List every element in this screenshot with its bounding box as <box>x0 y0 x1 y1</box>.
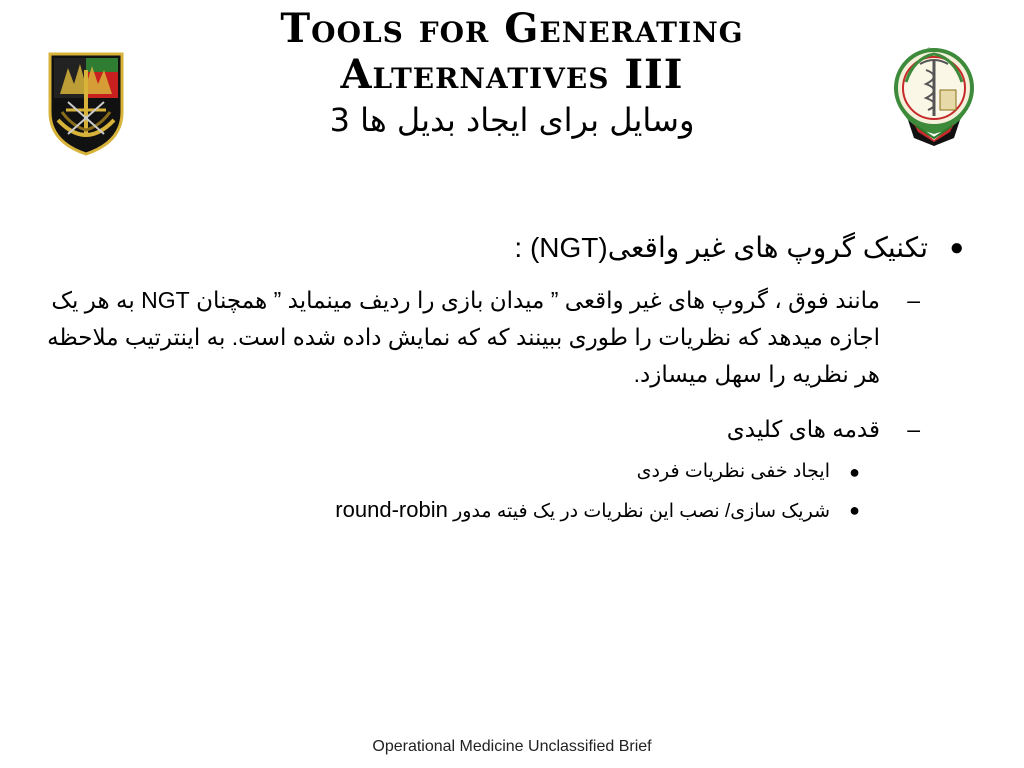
army-shield-icon <box>46 50 126 156</box>
slide-subtitle: وسایل برای ایجاد بدیل ها 3 <box>329 101 695 139</box>
step-item-2 <box>44 496 964 526</box>
bullet-ngt <box>44 228 964 268</box>
dash-icon: – <box>907 416 920 442</box>
sub-bullet-description <box>44 282 964 393</box>
bullet-dot-icon: ● <box>849 462 860 482</box>
title-block <box>190 6 834 140</box>
dash-icon: – <box>907 287 920 313</box>
step-item-1-text: ایجاد خفی نظریات فردی <box>636 461 830 482</box>
bullet-ngt-text: تکنیک گروپ های غیر واقعی(NGT) : <box>514 232 928 263</box>
slide-body <box>44 228 964 526</box>
seal-text: ستر محکمه <box>921 47 947 53</box>
bullet-dot-icon: ● <box>949 234 964 261</box>
sub-bullet-key-steps-text: قدمه های کلیدی <box>726 416 880 442</box>
sub-bullet-key-steps <box>44 411 964 448</box>
step-item-2-latin: round-robin <box>335 497 448 522</box>
step-item-2-text: شریک سازی/ نصب این نظریات در یک فیته مدور <box>447 501 830 522</box>
sub-bullet-description-text: مانند فوق ، گروپ های غیر واقعی ” میدان بازی را ردیف مینماید ” همچنان NGT به هر یک اجازه میدهد که نظریات را طوری ببینند که که نمایش داده شده است. به اینترتیب ملاحظه هر نظریه را سهل میسازد. <box>47 287 880 387</box>
bullet-dot-icon: ● <box>849 500 860 520</box>
slide-footer: Operational Medicine Unclassified Brief <box>372 738 652 755</box>
medical-seal-icon <box>892 42 976 146</box>
slide-title: Tools for Generating Alternatives III <box>280 5 744 98</box>
step-item-1 <box>44 458 964 486</box>
